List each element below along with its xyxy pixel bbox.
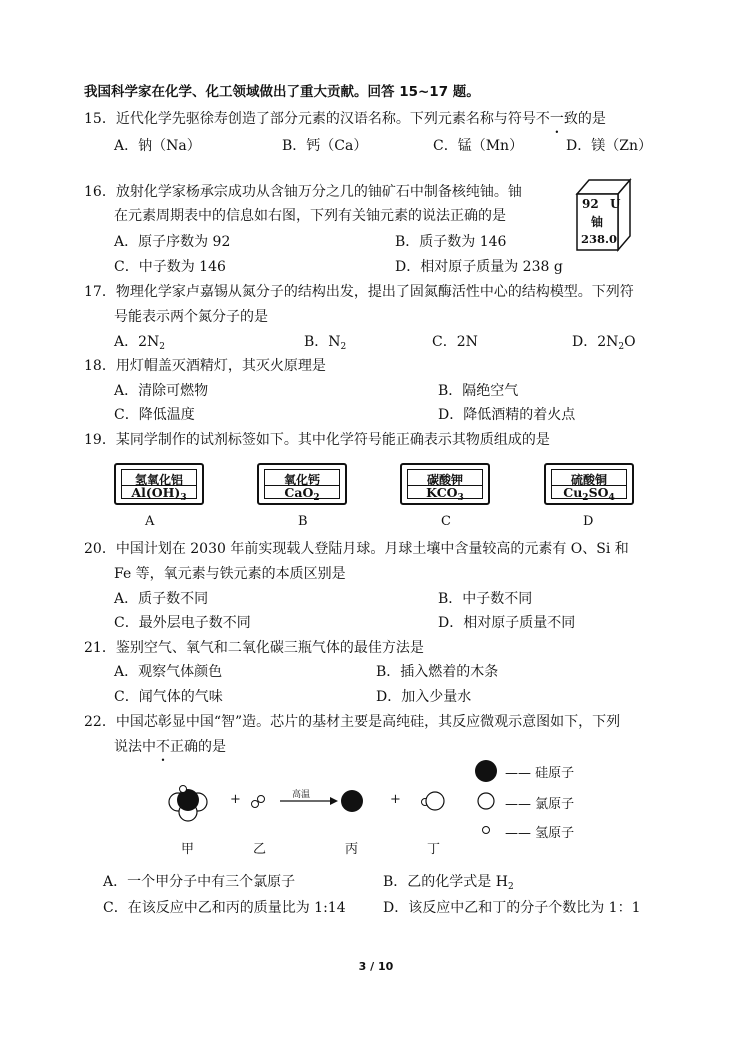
q20-option-c: C．最外层电子数不同 (114, 615, 251, 631)
molecule-bing (341, 790, 363, 812)
q17-a-text: A．2N (114, 334, 160, 350)
reagent-letter-c: C (441, 514, 451, 529)
reagent-name: 硫酸铜 (570, 473, 607, 487)
q17-option-a (114, 331, 165, 351)
q18-stem: 18．用灯帽盖灭酒精灯，其灭火原理是 (84, 358, 326, 374)
legend-h-label: —— 氢原子 (505, 826, 575, 841)
diagram-label-ding: 丁 (427, 842, 441, 857)
reagent-label-a (114, 463, 204, 505)
reagent-name: 碳酸钾 (426, 473, 463, 487)
q20-option-a: A．质子数不同 (114, 591, 209, 607)
q15-stem-emphasis: 不一致 (535, 111, 578, 127)
q17-b-sub: 2 (340, 342, 347, 352)
plus-sign-2: + (390, 792, 401, 807)
tile-symbol: U (610, 197, 621, 211)
q15-option-b: B．钙（Ca） (282, 138, 368, 154)
reagent-label-b (257, 463, 347, 505)
molecule-ding (422, 792, 445, 810)
q18-option-d: D．降低酒精的着火点 (438, 407, 576, 423)
q22-option-a: A．一个甲分子中有三个氯原子 (103, 874, 296, 890)
q17-d-text2: O (624, 334, 636, 350)
q16-option-c: C．中子数为 146 (114, 259, 226, 275)
q16-option-b: B．质子数为 146 (395, 234, 507, 250)
reagent-formula: $Al(OH)_3$ (131, 485, 187, 503)
reagent-letter-b: B (298, 514, 308, 529)
page-number: 3 / 10 (358, 960, 394, 973)
reagent-formula: $KCO_3$ (426, 485, 464, 503)
q19-stem: 19．某同学制作的试剂标签如下。其中化学符号能正确表示其物质组成的是 (84, 432, 550, 448)
q20-stem-line1: 20．中国计划在 2030 年前实现载人登陆月球。月球土壤中含量较高的元素有 O、Si 和 (84, 541, 629, 557)
q15-option-c: C．锰（Mn） (433, 138, 524, 154)
reagent-name: 氧化钙 (283, 473, 320, 487)
section-intro: 我国科学家在化学、化工领域做出了重大贡献。回答 15~17 题。 (84, 84, 480, 100)
q17-stem-line1: 17．物理化学家卢嘉锡从氮分子的结构出发，提出了固氮酶活性中心的结构模型。下列符 (84, 284, 634, 300)
q22-b-text: B．乙的化学式是 H (383, 874, 508, 890)
legend-si-label: —— 硅原子 (505, 766, 575, 781)
reagent-formula: $Cu_2SO_4$ (563, 485, 615, 503)
legend-cl-label: —— 氯原子 (505, 797, 575, 812)
q17-option-d (572, 331, 636, 351)
q22-stem-emphasis: 不 (156, 739, 170, 755)
molecule-yi (252, 796, 265, 808)
q22-stem-part2: 正确的是 (170, 739, 226, 755)
q22-stem-line1: 22．中国芯彰显中国“智”造。芯片的基材主要是高纯硅，其反应微观示意图如下，下列 (84, 714, 621, 730)
q22-stem-part1: 说法中 (114, 739, 156, 755)
tile-atomic-mass: 238.0 (581, 232, 618, 246)
q17-d-sub: 2 (618, 342, 625, 352)
q15-stem (84, 108, 606, 128)
reagent-name: 氢氧化铝 (134, 473, 183, 487)
q17-stem-line2: 号能表示两个氮分子的是 (114, 309, 268, 325)
reaction-condition: 高温 (292, 790, 311, 800)
legend-h-atom (483, 827, 490, 834)
q18-option-a: A．清除可燃物 (114, 383, 209, 399)
q15-option-a: A．钠（Na） (114, 138, 201, 154)
q21-option-c: C．闻气体的气味 (114, 689, 223, 705)
q17-option-c: C．2N (432, 334, 478, 350)
diagram-label-bing: 丙 (345, 842, 359, 857)
q18-option-c: C．降低温度 (114, 407, 195, 423)
q22-b-sub: 2 (507, 882, 514, 892)
q17-option-b (304, 331, 346, 351)
q16-stem-line2: 在元素周期表中的信息如右图，下列有关铀元素的说法正确的是 (114, 208, 506, 224)
q22-option-b (383, 871, 514, 891)
q17-d-text: D．2N (572, 334, 619, 350)
diagram-label-yi: 乙 (253, 842, 267, 857)
q22-stem-line2 (114, 736, 226, 756)
q16-option-a: A．原子序数为 92 (114, 234, 231, 250)
q17-a-sub: 2 (159, 342, 166, 352)
legend-si-atom (475, 760, 497, 782)
q21-option-b: B．插入燃着的木条 (376, 664, 499, 680)
plus-sign-1: + (230, 792, 241, 807)
q17-b-text: B．N (304, 334, 341, 350)
reagent-label-d (544, 463, 634, 505)
q15-stem-part1: 15．近代化学先驱徐寿创造了部分元素的汉语名称。下列元素名称与符号 (84, 111, 536, 127)
molecule-jia (169, 786, 207, 822)
reagent-label-c (400, 463, 490, 505)
q16-stem-line1: 16．放射化学家杨承宗成功从含铀万分之几的铀矿石中制备核纯铀。铀 (84, 184, 522, 200)
q21-option-d: D．加入少量水 (376, 689, 472, 705)
q21-option-a: A．观察气体颜色 (114, 664, 223, 680)
reagent-letter-d: D (583, 514, 594, 529)
q22-option-d: D．该反应中乙和丁的分子个数比为 1：1 (383, 900, 641, 916)
q20-option-b: B．中子数不同 (438, 591, 533, 607)
tile-atomic-number: 92 (582, 197, 599, 211)
tile-element-name: 铀 (591, 215, 604, 229)
reagent-formula: CaO$_2$ (284, 485, 320, 503)
legend-cl-atom (478, 793, 494, 809)
reagent-letter-a: A (145, 514, 155, 529)
q22-option-c: C．在该反应中乙和丙的质量比为 1:14 (103, 900, 346, 916)
q15-stem-part2: 的是 (577, 111, 606, 127)
q18-option-b: B．隔绝空气 (438, 383, 519, 399)
q21-stem: 21．鉴别空气、氧气和二氧化碳三瓶气体的最佳方法是 (84, 640, 424, 656)
q20-option-d: D．相对原子质量不同 (438, 615, 576, 631)
q15-option-d: D．镁（Zn） (566, 138, 652, 154)
diagram-label-jia: 甲 (181, 842, 195, 857)
q20-stem-line2: Fe 等，氧元素与铁元素的本质区别是 (114, 566, 346, 582)
q16-option-d: D．相对原子质量为 238 g (395, 259, 563, 275)
